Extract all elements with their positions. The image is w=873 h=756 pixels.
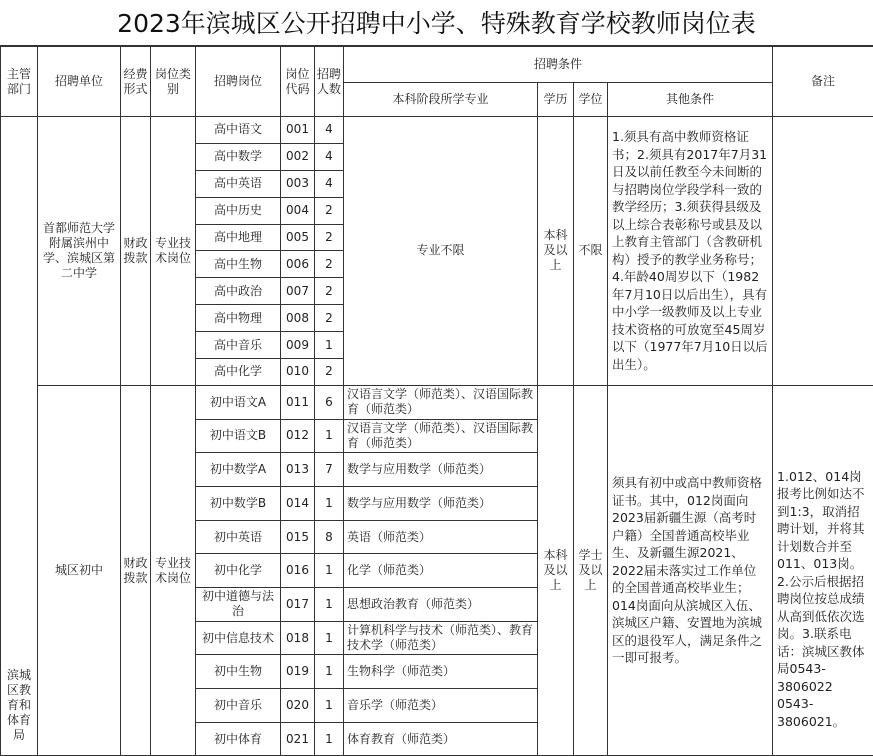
position-cell: 初中语文B: [196, 419, 281, 453]
funding-cell: 财政拨款: [121, 385, 151, 756]
major-cell: 数学与应用数学（师范类）: [344, 453, 538, 487]
count-cell: 2: [315, 359, 344, 386]
code-cell: 003: [281, 170, 315, 197]
header-degree: 学位: [574, 83, 608, 117]
position-cell: 高中历史: [196, 197, 281, 224]
code-cell: 008: [281, 305, 315, 332]
major-cell: 生物科学（师范类）: [344, 655, 538, 689]
code-cell: 015: [281, 520, 315, 554]
code-cell: 004: [281, 197, 315, 224]
position-cell: 高中物理: [196, 305, 281, 332]
count-cell: 1: [315, 588, 344, 622]
count-cell: 4: [315, 170, 344, 197]
dept-cell: 滨城区教育和体育局: [1, 117, 38, 756]
code-cell: 012: [281, 419, 315, 453]
unit-cell: 城区初中: [38, 385, 121, 756]
position-cell: 高中化学: [196, 359, 281, 386]
code-cell: 001: [281, 117, 315, 144]
page-title: 2023年滨城区公开招聘中小学、特殊教育学校教师岗位表: [0, 0, 873, 46]
count-cell: 6: [315, 385, 344, 419]
count-cell: 1: [315, 722, 344, 756]
position-cell: 初中体育: [196, 722, 281, 756]
code-cell: 011: [281, 385, 315, 419]
major-cell: 汉语言文学（师范类）、汉语国际教育（师范类）: [344, 385, 538, 419]
code-cell: 021: [281, 722, 315, 756]
position-cell: 初中化学: [196, 554, 281, 588]
header-other: 其他条件: [608, 83, 773, 117]
header-count: 招聘人数: [315, 47, 344, 117]
count-cell: 8: [315, 520, 344, 554]
position-cell: 初中生物: [196, 655, 281, 689]
code-cell: 013: [281, 453, 315, 487]
header-position: 招聘岗位: [196, 47, 281, 117]
header-dept: 主管部门: [1, 47, 38, 117]
header-major: 本科阶段所学专业: [344, 83, 538, 117]
degree-cell: 学士及以上: [574, 385, 608, 756]
count-cell: 7: [315, 453, 344, 487]
education-cell: 本科及以上: [538, 385, 574, 756]
count-cell: 1: [315, 655, 344, 689]
header-unit: 招聘单位: [38, 47, 121, 117]
position-cell: 初中信息技术: [196, 621, 281, 655]
position-cell: 高中政治: [196, 278, 281, 305]
major-cell: 音乐学（师范类）: [344, 689, 538, 723]
position-cell: 初中道德与法治: [196, 588, 281, 622]
count-cell: 2: [315, 278, 344, 305]
count-cell: 1: [315, 332, 344, 359]
position-cell: 高中生物: [196, 251, 281, 278]
count-cell: 4: [315, 117, 344, 144]
education-cell: 本科及以上: [538, 117, 574, 386]
major-cell: 数学与应用数学（师范类）: [344, 486, 538, 520]
count-cell: 4: [315, 143, 344, 170]
remarks-cell: [773, 117, 873, 386]
code-cell: 014: [281, 486, 315, 520]
position-cell: 高中英语: [196, 170, 281, 197]
count-cell: 1: [315, 689, 344, 723]
code-cell: 009: [281, 332, 315, 359]
code-cell: 020: [281, 689, 315, 723]
header-education: 学历: [538, 83, 574, 117]
major-cell: 化学（师范类）: [344, 554, 538, 588]
count-cell: 2: [315, 251, 344, 278]
position-cell: 初中数学B: [196, 486, 281, 520]
count-cell: 1: [315, 554, 344, 588]
major-cell: 汉语言文学（师范类）、汉语国际教育（师范类）: [344, 419, 538, 453]
category-cell: 专业技术岗位: [151, 385, 196, 756]
code-cell: 006: [281, 251, 315, 278]
category-cell: 专业技术岗位: [151, 117, 196, 386]
other-conditions-cell: 须具有初中或高中教师资格证书。其中，012岗面向2023届新疆生源（高考时户籍）全国普通高校毕业生、及新疆生源2021、2022届未落实过工作单位的全国普通高校毕业生；014岗面向从滨城区入伍、滨城区户籍、安置地为滨城区的退役军人，满足条件之一即可报考。: [608, 385, 773, 756]
code-cell: 007: [281, 278, 315, 305]
count-cell: 2: [315, 197, 344, 224]
positions-table: [0, 46, 873, 756]
position-cell: 高中地理: [196, 224, 281, 251]
count-cell: 1: [315, 486, 344, 520]
position-cell: 高中语文: [196, 117, 281, 144]
degree-cell: 不限: [574, 117, 608, 386]
count-cell: 1: [315, 419, 344, 453]
other-conditions-cell: 1.须具有高中教师资格证书；2.须具有2017年7月31日及以前任教至今未间断的与招聘岗位学段学科一致的教学经历；3.须获得县级及以上综合表彰称号或县及以上教育主管部门（含教研机构）授予的教学业务称号；4.年龄40周岁以下（1982年7月10日以后出生），具有中小学一级教师及以上专业技术资格的可放宽至45周岁以下（1977年7月10日以后出生）。: [608, 117, 773, 386]
position-cell: 初中英语: [196, 520, 281, 554]
code-cell: 016: [281, 554, 315, 588]
count-cell: 2: [315, 224, 344, 251]
table-row: [1, 117, 873, 144]
code-cell: 002: [281, 143, 315, 170]
code-cell: 018: [281, 621, 315, 655]
funding-cell: 财政拨款: [121, 117, 151, 386]
position-cell: 高中数学: [196, 143, 281, 170]
unit-cell: 首都师范大学附属滨州中学、滨城区第二中学: [38, 117, 121, 386]
code-cell: 005: [281, 224, 315, 251]
header-funding: 经费形式: [121, 47, 151, 117]
major-cell: 专业不限: [344, 117, 538, 386]
position-cell: 高中音乐: [196, 332, 281, 359]
code-cell: 017: [281, 588, 315, 622]
position-cell: 初中数学A: [196, 453, 281, 487]
position-cell: 初中语文A: [196, 385, 281, 419]
header-code: 岗位代码: [281, 47, 315, 117]
code-cell: 019: [281, 655, 315, 689]
position-cell: 初中音乐: [196, 689, 281, 723]
major-cell: 体育教育（师范类）: [344, 722, 538, 756]
count-cell: 1: [315, 621, 344, 655]
major-cell: 计算机科学与技术（师范类）、教育技术学（师范类）: [344, 621, 538, 655]
count-cell: 2: [315, 305, 344, 332]
remarks-cell: 1.012、014岗报考比例如达不到1:3，取消招聘计划，并将其计划数合并至011、013岗。2.公示后根据招聘岗位按总成绩从高到低依次选岗。3.联系电话：滨城区教体局0543-3806022 0543-3806021。: [773, 385, 873, 756]
major-cell: 英语（师范类）: [344, 520, 538, 554]
header-remarks: 备注: [773, 47, 873, 117]
major-cell: 思想政治教育（师范类）: [344, 588, 538, 622]
code-cell: 010: [281, 359, 315, 386]
table-row: [1, 385, 873, 419]
header-conditions: 招聘条件: [344, 47, 773, 83]
header-category: 岗位类别: [151, 47, 196, 117]
